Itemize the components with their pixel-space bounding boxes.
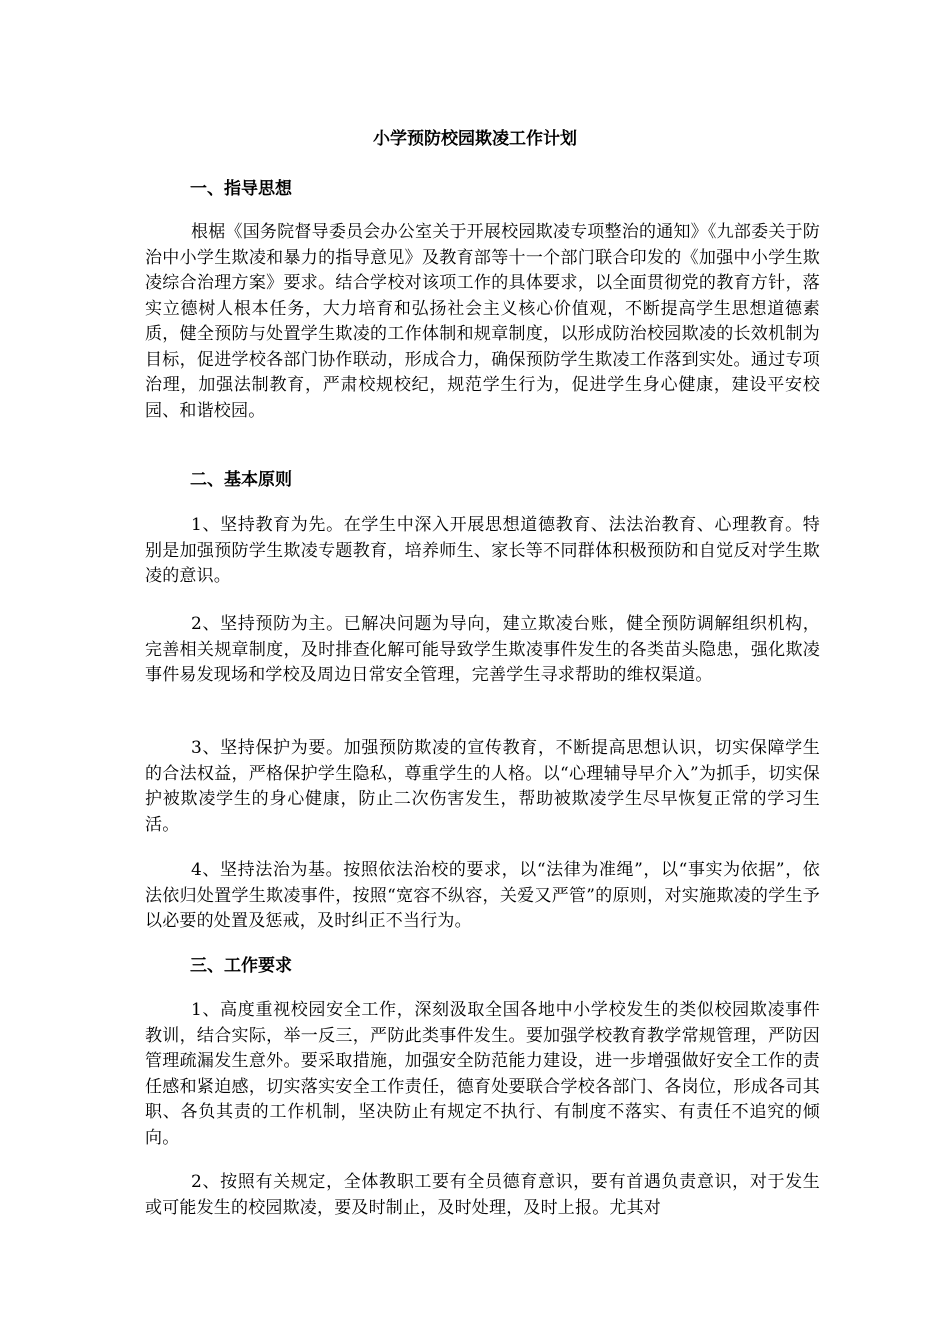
paragraph-requirement-1: 1、高度重视校园安全工作，深刻汲取全国各地中小学校发生的类似校园欺凌事件教训，结合实际，举一反三，严防此类事件发生。要加强学校教育教学常规管理，严防因管理疏漏发生意外。要采取措施，加强安全防范能力建设，进一步增强做好安全工作的责任感和紧迫感，切实落实安全工作责任，德育处要联合学校各部门、各岗位，形成各司其职、各负其责的工作机制，坚决防止有规定不执行、有制度不落实、有责任不追究的倾向。 — [145, 1000, 820, 1148]
paragraph-guiding-ideology: 根椐《国务院督导委员会办公室关于开展校园欺凌专项整治的通知》《九部委关于防治中小学生欺凌和暴力的指导意见》及教育部等十一个部门联合印发的《加强中小学生欺凌综合治理方案》要求。结合学校对该项工作的具体要求，以全面贯彻党的教育方针，落实立德树人根本任务，大力培育和弘扬社会主义核心价值观，不断提高学生思想道德素质，健全预防与处置学生欺凌的工作体制和规章制度，以形成防治校园欺凌的长效机制为目标，促进学校各部门协作联动，形成合力，确保预防学生欺凌工作落到实处。通过专项治理，加强法制教育，严肃校规校纪，规范学生行为，促进学生身心健康，建设平安校园、和谐校园。 — [145, 222, 820, 421]
section-heading-basic-principles: 二、基本原则 — [190, 470, 292, 490]
paragraph-principle-rule-of-law: 4、坚持法治为基。按照依法治校的要求，以“法律为准绳”，以“事实为依据”，依法依归处置学生欺凌事件，按照“宽容不纵容，关爱又严管”的原则，对实施欺凌的学生予以必要的处置及惩戒，及时纠正不当行为。 — [145, 860, 820, 931]
paragraph-principle-protection: 3、坚持保护为要。加强预防欺凌的宣传教育，不断提高思想认识，切实保障学生的合法权益，严格保护学生隐私，尊重学生的人格。以“心理辅导早介入”为抓手，切实保护被欺凌学生的身心健康，防止二次伤害发生，帮助被欺凌学生尽早恢复正常的学习生活。 — [145, 738, 820, 835]
document-title: 小学预防校园欺凌工作计划 — [373, 129, 577, 149]
paragraph-principle-prevention: 2、坚持预防为主。已解决问题为导向，建立欺凌台账，健全预防调解组织机构，完善相关规章制度，及时排查化解可能导致学生欺凌事件发生的各类苗头隐患，强化欺凌事件易发现场和学校及周边日常安全管理，完善学生寻求帮助的维权渠道。 — [145, 614, 820, 685]
section-heading-work-requirements: 三、工作要求 — [190, 956, 292, 976]
section-heading-guiding-ideology: 一、指导思想 — [190, 179, 292, 199]
paragraph-principle-education: 1、坚持教育为先。在学生中深入开展思想道德教育、法法治教育、心理教育。特别是加强预防学生欺凌专题教育，培养师生、家长等不同群体积极预防和自觉反对学生欺凌的意识。 — [145, 515, 820, 586]
paragraph-requirement-2: 2、按照有关规定，全体教职工要有全员德育意识，要有首遇负责意识，对于发生或可能发生的校园欺凌，要及时制止，及时处理，及时上报。尤其对 — [145, 1172, 820, 1218]
